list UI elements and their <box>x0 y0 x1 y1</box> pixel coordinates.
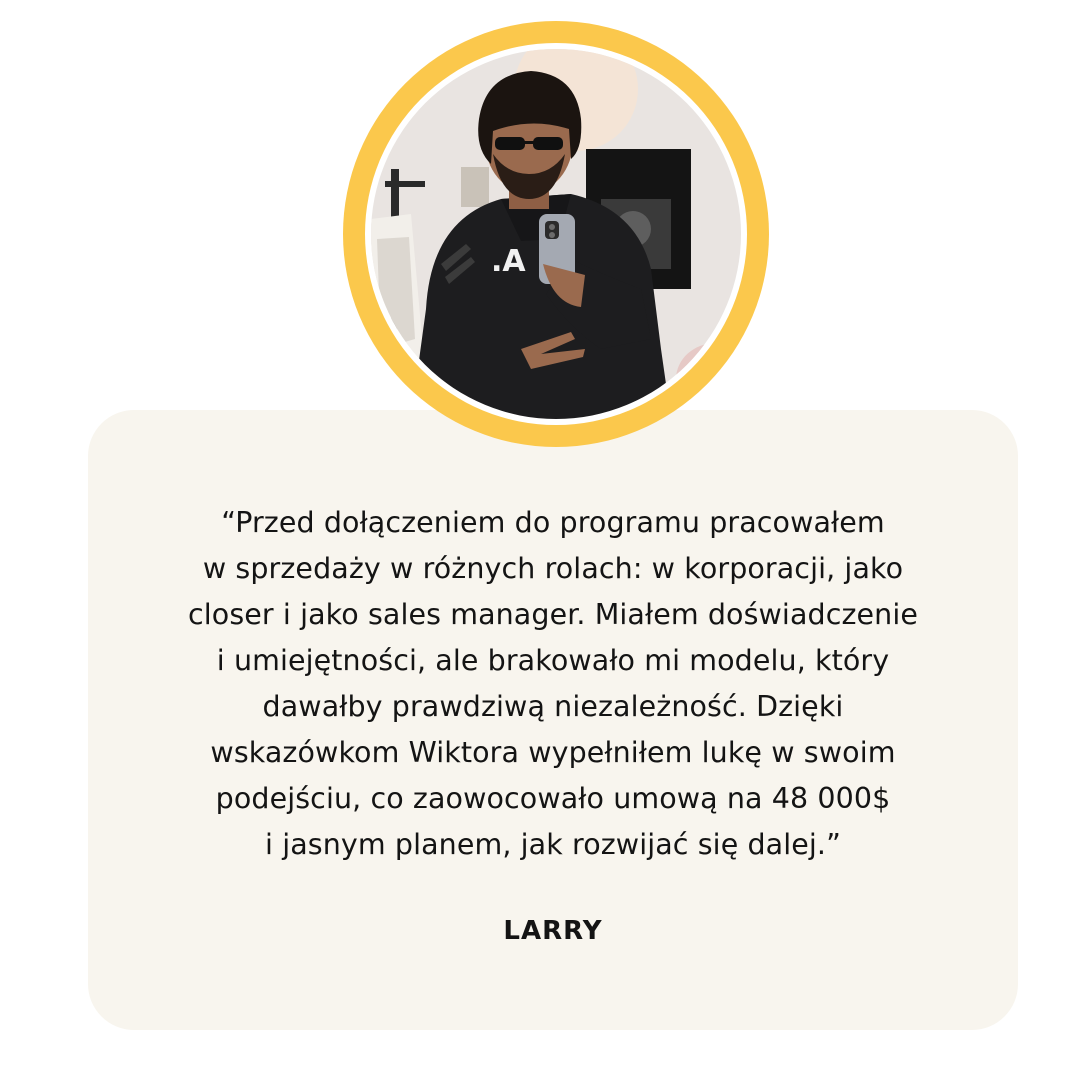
avatar-border <box>365 43 747 425</box>
quote-line: podejściu, co zaowocowało umową na 48 000$ <box>215 782 891 815</box>
quote-line: closer i jako sales manager. Miałem doświadczenie <box>188 598 918 631</box>
portrait-photo-icon <box>371 49 741 419</box>
testimonial-author: LARRY <box>503 916 603 946</box>
svg-text:.A: .A <box>491 244 526 279</box>
quote-line: dawałby prawdziwą niezależność. Dzięki <box>262 690 844 723</box>
quote-line: “Przed dołączeniem do programu pracowałem <box>221 506 885 539</box>
avatar-photo <box>371 49 741 419</box>
testimonial-quote <box>88 500 1018 868</box>
quote-line: w sprzedaży w różnych rolach: w korporacji, jako <box>202 552 904 585</box>
avatar-ring <box>343 21 769 447</box>
quote-line: i jasnym planem, jak rozwijać się dalej.” <box>265 828 841 861</box>
quote-line: wskazówkom Wiktora wypełniłem lukę w swoim <box>210 736 896 769</box>
quote-line: i umiejętności, ale brakowało mi modelu, który <box>216 644 890 677</box>
